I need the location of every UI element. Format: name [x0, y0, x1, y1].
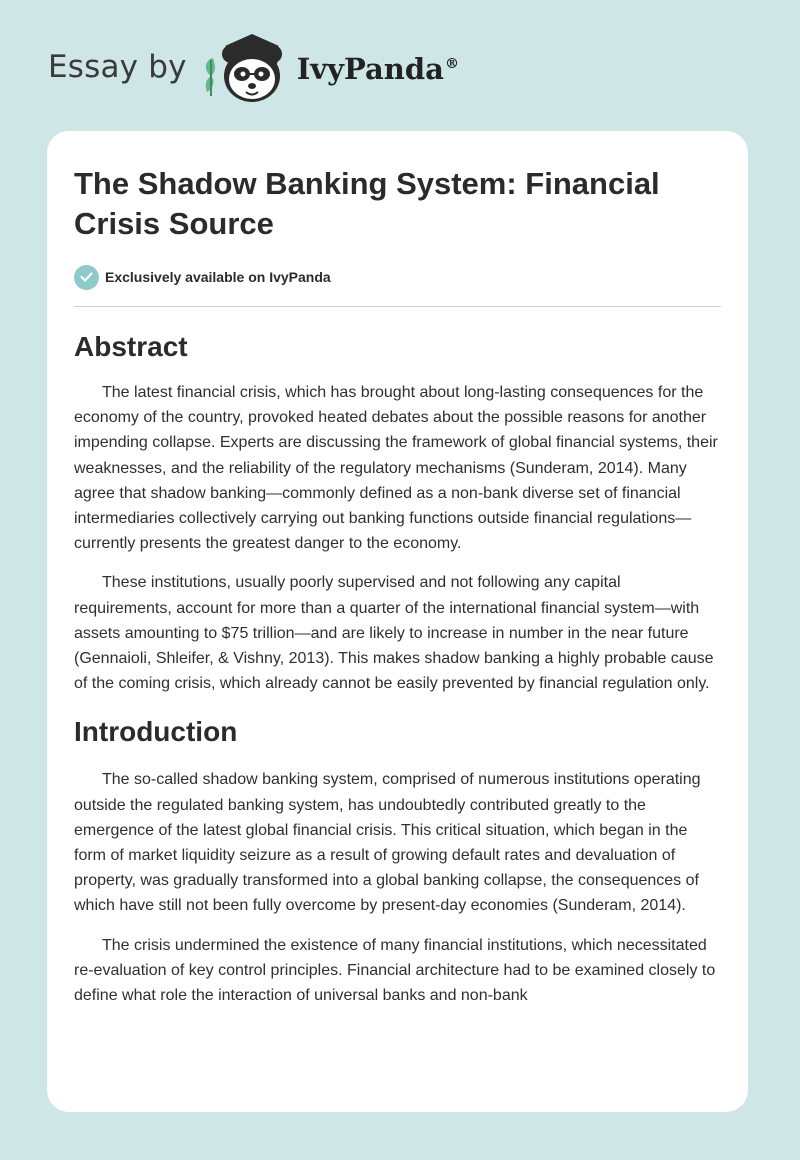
paragraph: The latest financial crisis, which has brought about long-lasting consequences for the economy of the country, provoked heated debates about the possible reasons for another impending collapse. Experts are discussing the framework of global financial systems, their weaknesses, and the reliability of the regulatory mechanisms (Sunderam, 2014). Many agree that shadow banking—commonly defined as a non-bank diverse set of financial intermediaries collectively carrying out banking functions outside financial regulations—currently presents the greatest danger to the economy.	[74, 384, 718, 553]
panda-logo-icon[interactable]	[201, 30, 293, 110]
exclusive-badge	[74, 263, 721, 291]
page-title: The Shadow Banking System: Financial Crisis Source	[74, 166, 660, 241]
paragraph: These institutions, usually poorly supervised and not following any capital requirements, account for more than a quarter of the international financial system—with assets amounting to $75 trillion—and are likely to increase in number in the near future (Gennaioli, Shleifer, & Vishny, 2013). This makes shadow banking a highly probable cause of the coming crisis, which already cannot be easily prevented by financial regulation only.	[74, 574, 714, 693]
brand-prefix: Essay by	[48, 49, 187, 85]
section-introduction	[74, 714, 721, 1008]
section-heading-abstract: Abstract	[74, 331, 188, 362]
brand-name: IvyPanda®	[296, 52, 459, 86]
brand-header	[48, 30, 459, 110]
section-abstract	[74, 329, 721, 696]
essay-card	[47, 131, 748, 1112]
section-heading-introduction: Introduction	[74, 716, 238, 748]
exclusive-badge-label: Exclusively available on IvyPanda	[105, 269, 331, 285]
check-circle-icon	[74, 265, 99, 290]
divider	[74, 306, 721, 307]
paragraph: The crisis undermined the existence of many financial institutions, which necessitated re-evaluation of key control principles. Financial architecture had to be examined closely to define what role the interaction of universal banks and non-bank	[74, 936, 716, 1005]
paragraph: The so-called shadow banking system, comprised of numerous institutions operating outside the regulated banking system, has undoubtedly contributed greatly to the emergence of the latest global financial crisis. This critical situation, which began in the form of market liquidity seizure as a result of growing default rates and devaluation of property, was gradually transformed into a global banking collapse, the consequences of which have still not been fully overcome by present-day economies (Sunderam, 2014).	[74, 771, 701, 915]
